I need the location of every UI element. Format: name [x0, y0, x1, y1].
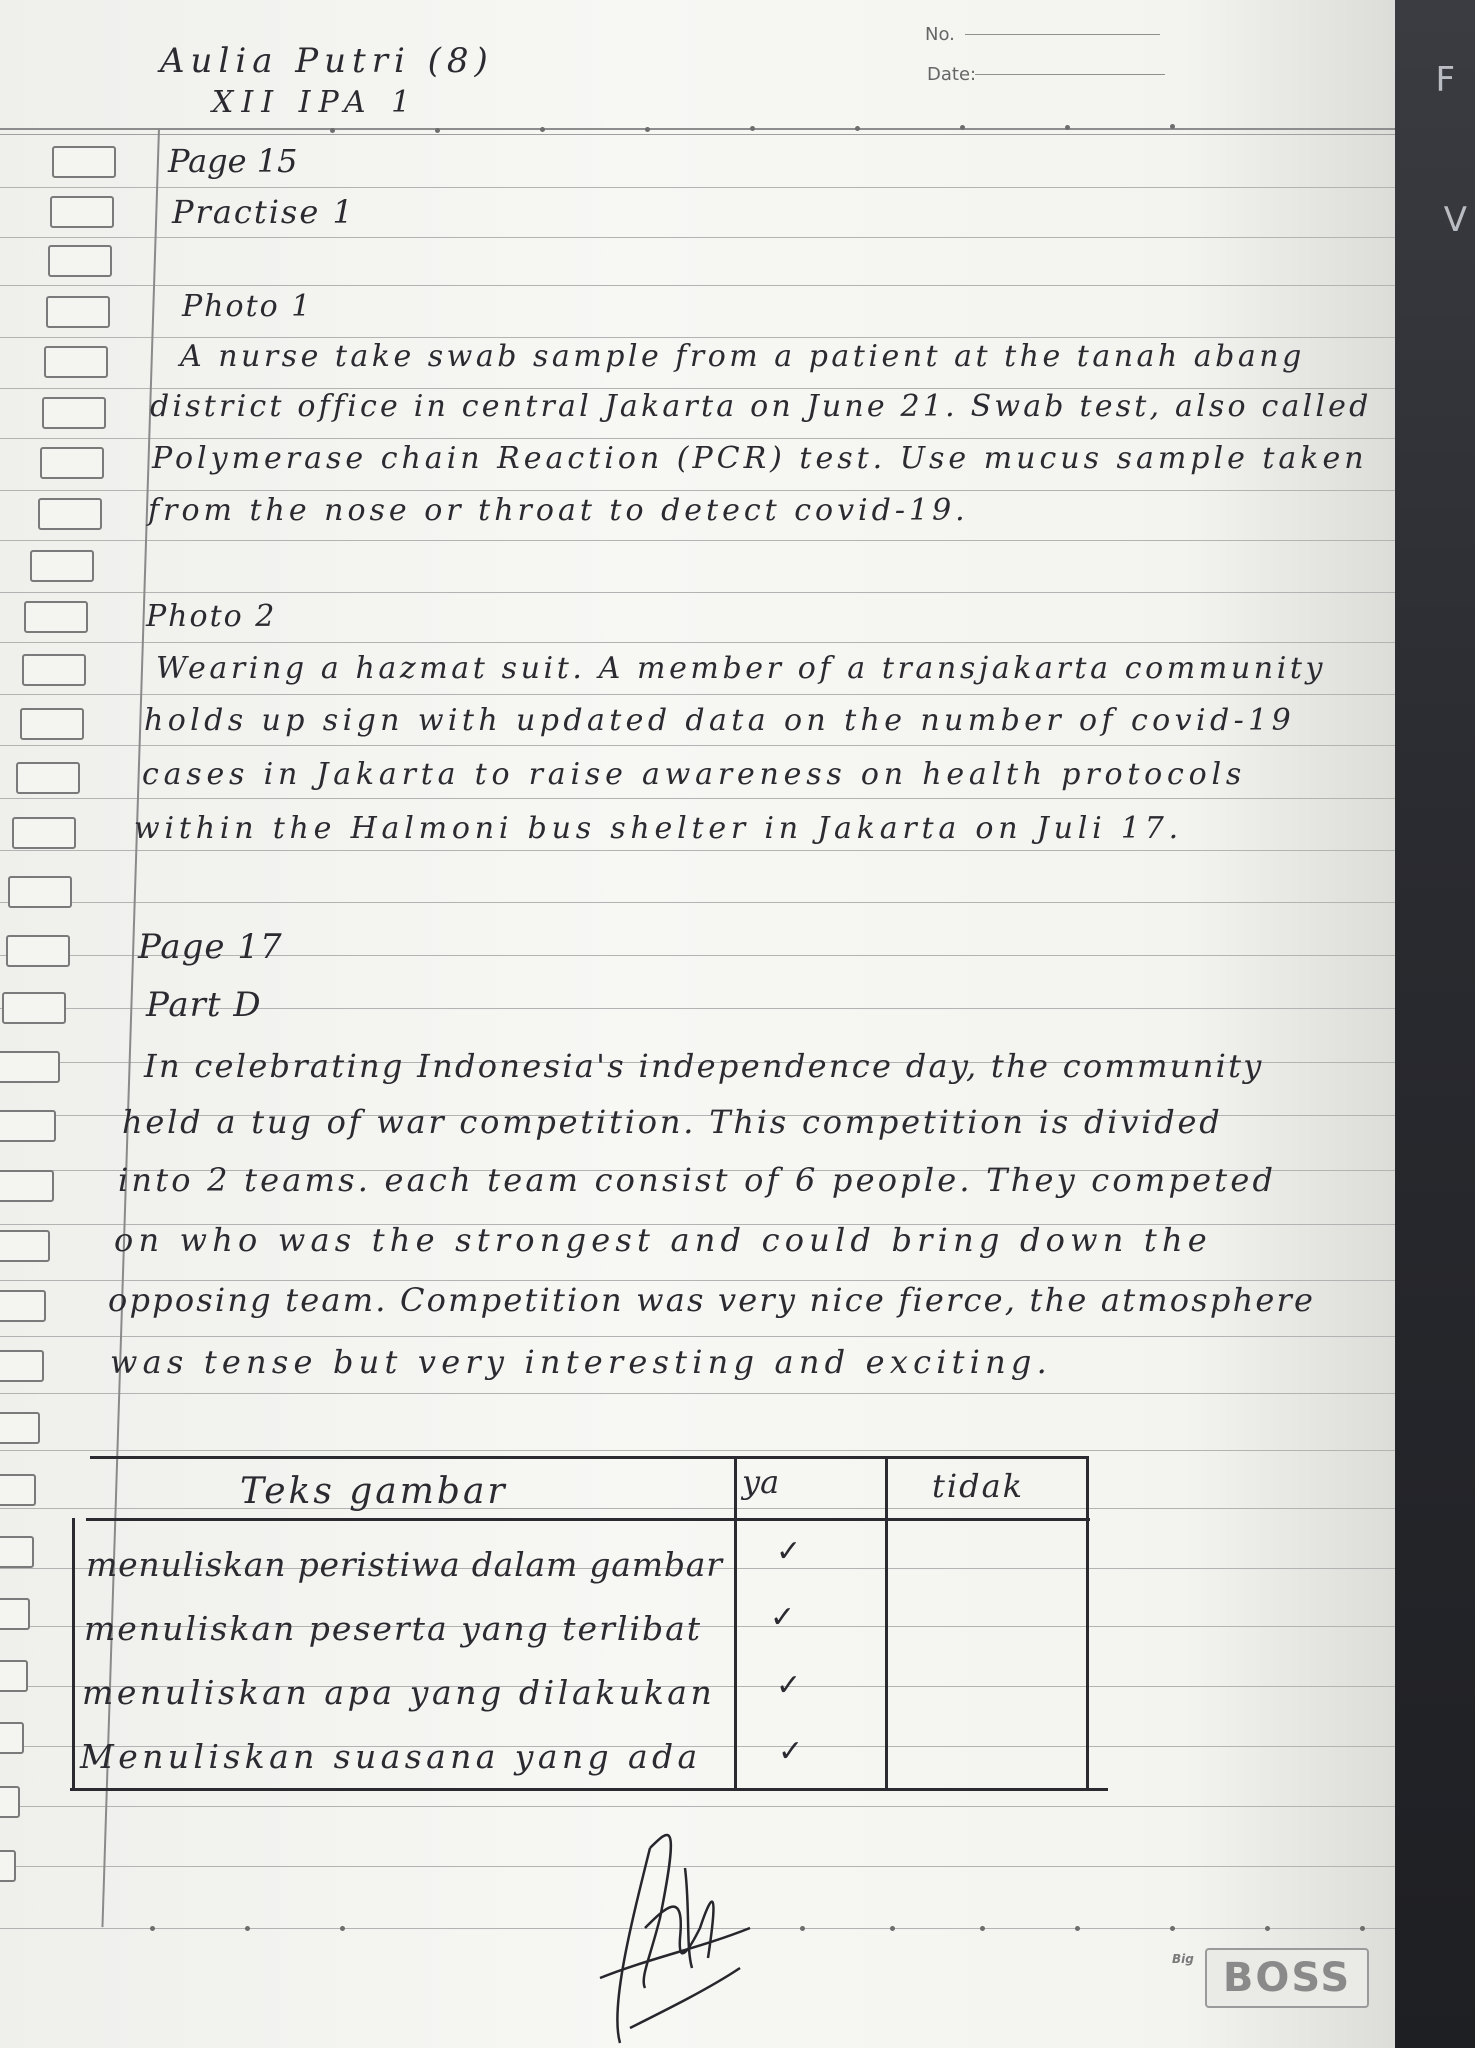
ruled-line [0, 540, 1395, 541]
rule-dot [150, 1926, 155, 1931]
margin-checkbox [0, 1474, 36, 1506]
margin-checkbox [6, 935, 70, 967]
no-line [965, 34, 1160, 35]
ruled-line [0, 850, 1395, 851]
ruled-line [0, 1393, 1395, 1394]
ruled-line [0, 1450, 1395, 1451]
margin-checkbox [46, 296, 110, 328]
table-top-border [90, 1456, 1088, 1459]
text-line: district office in central Jakarta on June 21. Swab test, also called [150, 389, 1372, 424]
text-line: was tense but very interesting and exciting. [110, 1343, 1052, 1381]
ruled-line [0, 745, 1395, 746]
top-double-line [0, 128, 1395, 130]
table-cell-item: menuliskan peserta yang terlibat [84, 1609, 703, 1648]
rule-dot [980, 1926, 985, 1931]
margin-checkbox [0, 1850, 16, 1882]
rule-dot [1265, 1926, 1270, 1931]
date-line [975, 74, 1165, 75]
date-label: Date: [927, 64, 977, 85]
margin-checkbox [44, 346, 108, 378]
margin-checkbox [0, 1722, 24, 1754]
ruled-line [0, 285, 1395, 286]
ruled-line [0, 490, 1395, 491]
rule-dot [890, 1926, 895, 1931]
margin-checkbox [0, 1786, 20, 1818]
ruled-line [0, 1806, 1395, 1807]
margin-checkbox [0, 1170, 54, 1202]
rule-dot [435, 128, 440, 133]
keyboard-key-f: F [1435, 60, 1455, 100]
margin-checkbox [0, 1536, 34, 1568]
margin-checkbox [22, 654, 86, 686]
text-line: holds up sign with updated data on the number of covid-19 [144, 703, 1296, 738]
text-line: Polymerase chain Reaction (PCR) test. Use mucus sample taken [152, 441, 1368, 476]
text-line: cases in Jakarta to raise awareness on health protocols [142, 757, 1247, 792]
table-bottom-border [70, 1788, 1108, 1791]
rule-dot [1170, 1926, 1175, 1931]
ruled-line [0, 237, 1395, 238]
margin-checkbox [16, 762, 80, 794]
text-line: held a tug of war competition. This competition is divided [122, 1103, 1223, 1141]
table-header-ya: ya [742, 1463, 780, 1501]
table-header-border [86, 1518, 1090, 1521]
table-cell-item: menuliskan peristiwa dalam gambar [86, 1545, 723, 1584]
rule-dot [1065, 125, 1070, 130]
table-cell-ya: ✓ [776, 1534, 802, 1569]
brand-name: BOSS [1222, 1955, 1352, 2001]
margin-checkbox [0, 1660, 28, 1692]
rule-dot [540, 127, 545, 132]
handwritten-signature [590, 1808, 760, 2048]
table-cell-item: menuliskan apa yang dilakukan [82, 1673, 716, 1712]
rule-dot [750, 126, 755, 131]
margin-checkbox [48, 245, 112, 277]
heading-photo-1: Photo 1 [182, 289, 313, 324]
text-line: opposing team. Competition was very nice fierce, the atmosphere [108, 1281, 1316, 1319]
ruled-line [0, 438, 1395, 439]
ruled-line [0, 642, 1395, 643]
ruled-line [0, 187, 1395, 188]
margin-checkbox [24, 601, 88, 633]
text-line: into 2 teams. each team consist of 6 people. They competed [118, 1161, 1277, 1199]
text-line: In celebrating Indonesia's independence day, the community [144, 1047, 1264, 1085]
table-left-border [72, 1518, 75, 1790]
rule-dot [1170, 124, 1175, 129]
rule-dot [1075, 1926, 1080, 1931]
heading-photo-2: Photo 2 [146, 599, 277, 634]
rule-dot [340, 1926, 345, 1931]
ruled-line [0, 1508, 1395, 1509]
rule-dot [1360, 1926, 1365, 1931]
rule-dot [645, 127, 650, 132]
margin-checkbox [0, 1290, 46, 1322]
text-line: within the Halmoni bus shelter in Jakarta on Juli 17. [134, 811, 1183, 846]
brand-logo [1205, 1948, 1369, 2008]
student-class: XII IPA 1 [212, 85, 419, 120]
ruled-line [0, 337, 1395, 338]
margin-checkbox [0, 1110, 56, 1142]
margin-checkbox [12, 817, 76, 849]
margin-checkbox [50, 196, 114, 228]
top-double-line-2 [0, 134, 1395, 135]
margin-checkbox [42, 397, 106, 429]
ruled-line [0, 902, 1395, 903]
text-line: A nurse take swab sample from a patient at the tanah abang [180, 339, 1305, 374]
margin-checkbox [40, 447, 104, 479]
rule-dot [800, 1926, 805, 1931]
no-label: No. [925, 24, 955, 45]
rule-dot [960, 125, 965, 130]
heading-practise-1: Practise 1 [172, 193, 355, 231]
table-cell-item: Menuliskan suasana yang ada [80, 1737, 702, 1776]
table-cell-ya: ✓ [770, 1600, 796, 1635]
margin-checkbox [38, 498, 102, 530]
margin-checkbox [0, 1412, 40, 1444]
keyboard-key-v: V [1443, 200, 1467, 240]
margin-checkbox [20, 708, 84, 740]
ruled-line [0, 1336, 1395, 1337]
table-header-teks-gambar: Teks gambar [240, 1471, 508, 1512]
margin-checkbox [8, 876, 72, 908]
margin-checkbox [0, 1350, 44, 1382]
table-cell-ya: ✓ [778, 1734, 804, 1769]
table-right-border [1086, 1456, 1089, 1790]
margin-checkbox [0, 1230, 50, 1262]
margin-checkbox [2, 992, 66, 1024]
rule-dot [330, 128, 335, 133]
heading-page-15: Page 15 [168, 142, 298, 180]
text-line: Wearing a hazmat suit. A member of a transjakarta community [156, 651, 1327, 686]
brand-prefix: Big [1172, 1952, 1194, 1966]
rule-dot [855, 126, 860, 131]
student-name: Aulia Putri (8) [160, 41, 494, 81]
margin-checkbox [52, 146, 116, 178]
table-divider-2 [885, 1456, 888, 1790]
margin-checkbox [30, 550, 94, 582]
margin-checkbox [0, 1598, 30, 1630]
ruled-line [0, 694, 1395, 695]
margin-checkbox [0, 1051, 60, 1083]
table-header-tidak: tidak [932, 1467, 1025, 1505]
heading-part-d: Part D [146, 985, 262, 1025]
ruled-line [0, 592, 1395, 593]
table-cell-ya: ✓ [776, 1668, 802, 1703]
text-line: on who was the strongest and could bring down the [114, 1221, 1212, 1259]
ruled-line [0, 798, 1395, 799]
heading-page-17: Page 17 [138, 927, 283, 967]
text-line: from the nose or throat to detect covid-19. [148, 493, 969, 528]
rule-dot [245, 1926, 250, 1931]
table-divider-1 [734, 1456, 737, 1790]
